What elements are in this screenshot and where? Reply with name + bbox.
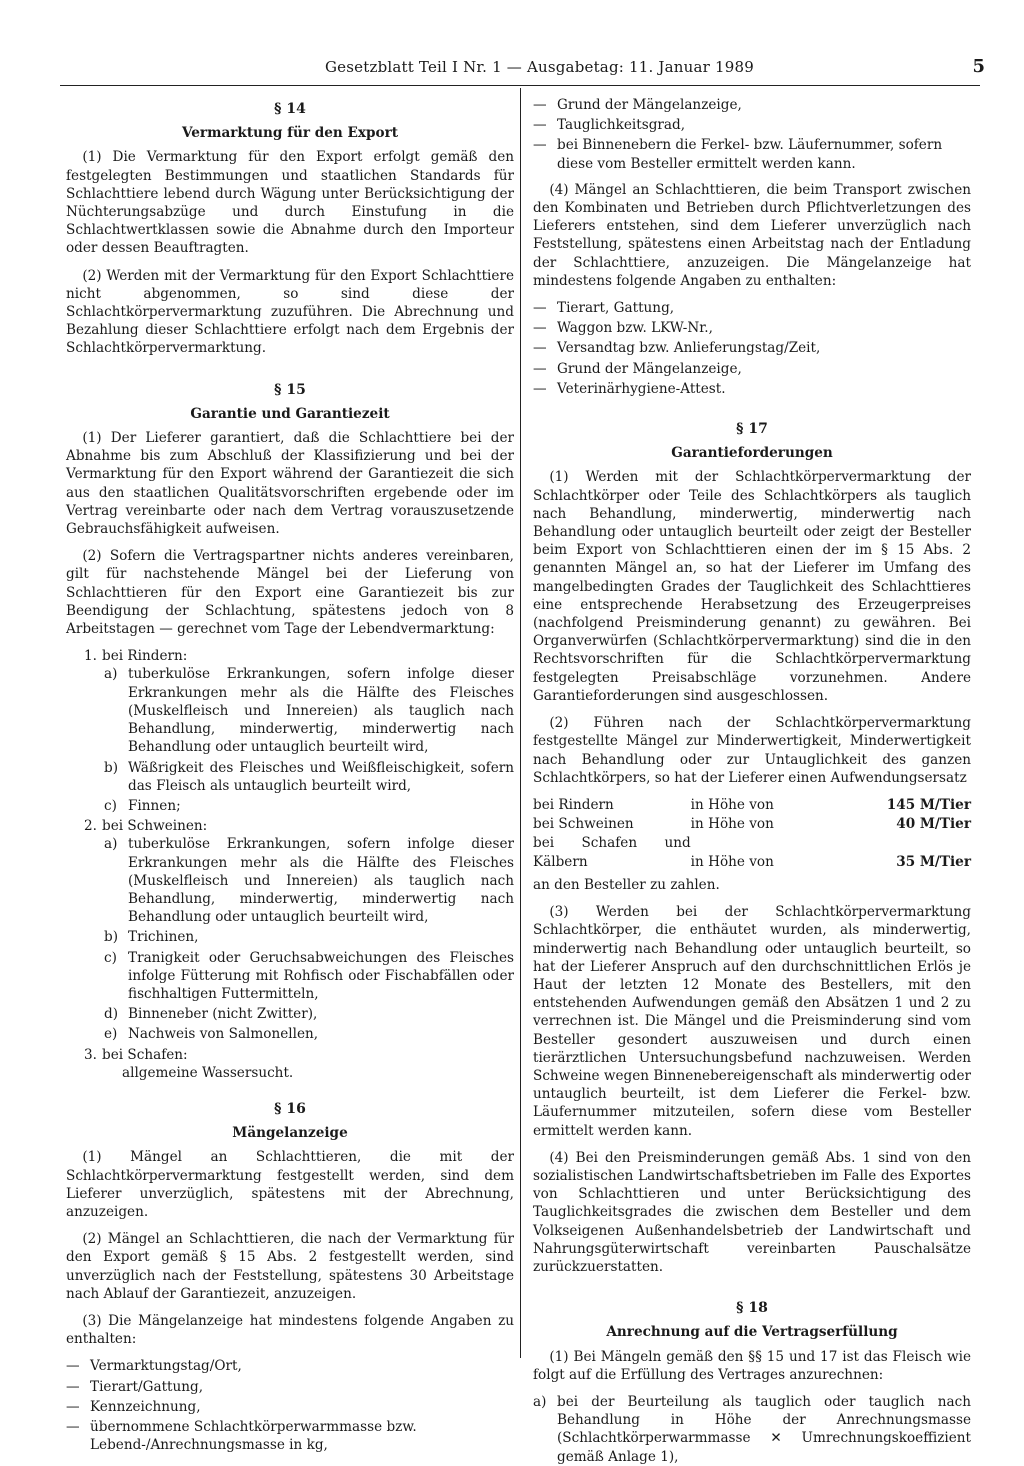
section-16-para-4: (4) Mängel an Schlachttieren, die beim Transport zwischen den Kombinaten und Betrieben durch Pflichtverletzungen des Lieferers entstehen, sind dem Lieferer unverzüglich nach Feststellung, spätestens einen Arbeitstag nach der Entladung der Schlachttiere, anzuzeigen. Die Mängelanzeige hat mindestens folgende Angaben zu enthalten: bbox=[533, 181, 971, 289]
header-rule bbox=[60, 85, 980, 86]
table-row bbox=[533, 815, 971, 834]
dash-text: Waggon bzw. LKW-Nr., bbox=[557, 320, 713, 337]
sub-text: tuberkulöse Erkrankungen, sofern infolge dieser Erkrankungen mehr als die Hälfte des Fleisches (Muskelfleisch und Innereien) als tauglich nach Behandlung, minderwertig, minderwertig nach Behandlung oder untauglich beurteilt wird, bbox=[128, 666, 514, 756]
dash-item: — Versandtag bzw. Anlieferungstag/Zeit, bbox=[533, 340, 821, 357]
section-15-number: § 15 bbox=[274, 381, 306, 398]
sub-marker: a) bbox=[533, 1393, 547, 1410]
dash-item: — Tierart, Gattung, bbox=[533, 300, 675, 317]
rate-animal: bei Schweinen bbox=[533, 815, 634, 832]
sub-item-18a bbox=[533, 1393, 971, 1466]
list-label: bei Schafen: bbox=[102, 1046, 188, 1063]
sub-text: Finnen; bbox=[128, 797, 181, 814]
dash-item: — bei Binnenebern die Ferkel- bzw. Läufernummer, sofern diese vom Besteller ermittelt werden kann. bbox=[533, 137, 943, 172]
sub-item-2a bbox=[66, 835, 514, 926]
dash-item: — Waggon bzw. LKW-Nr., bbox=[533, 320, 713, 337]
dash-text: Grund der Mängelanzeige, bbox=[557, 360, 742, 377]
section-15-para-1: (1) Der Lieferer garantiert, daß die Schlachttiere bei der Abnahme bis zum Abschluß der Klassifizierung und bei der Vermarktung für den Export während der Garantiezeit die sich aus den staatlichen Qualitätsvorschriften ergebende oder im Vertrag vereinbarte oder nach dem Vertrag vorauszusetzende Gebrauchsfähigkeit aufweisen. bbox=[66, 430, 514, 538]
dash-item: — Tierart/Gattung, bbox=[66, 1378, 204, 1395]
dash-text: übernommene Schlachtkörperwarmmasse bzw. Lebend-/Anrechnungsmasse in kg, bbox=[90, 1419, 417, 1454]
rate-amount: 145 M/Tier bbox=[886, 796, 971, 813]
sub-item-1b bbox=[66, 759, 514, 795]
section-17-para-1: (1) Werden mit der Schlachtkörpervermarktung der Schlachtkörper oder Teile des Schlachtkörpers als tauglich nach Behandlung, minderwertig, minderwertig nach Behandlung oder untauglich beurteilt oder zeigt der Besteller beim Export von Schlachttieren einen der im § 15 Abs. 2 genannten Mängel an, so hat der Lieferer im Umfang des mangelbedingten Grades der Tauglichkeit des Schlachttieres eine entsprechende Herabsetzung des Erzeugerpreises (nachfolgend Preisminderung genannt) zu gewähren. Bei Organverwürfen (Schlachtkörpervermarktung) sind die in den Rechtsvorschriften für die Schlachtkörpervermarktung festgelegten Preisabschläge vorzunehmen. Andere Garantieforderungen sind ausgeschlossen. bbox=[533, 469, 971, 704]
section-14-para-1: (1) Die Vermarktung für den Export erfolgt gemäß den festgelegten Bestimmungen und staatlichen Standards für Schlachttiere lebend durch Wägung unter Berücksichtigung der Nüchterungsabzüge und durch Einstufung in die Schlachtwertklassen sowie die Abnahme durch den Importeur oder dessen Beauftragten. bbox=[66, 149, 514, 257]
sub-text: Trichinen, bbox=[128, 929, 199, 946]
dash-text: Kennzeichnung, bbox=[90, 1398, 201, 1415]
section-16-para-1: (1) Mängel an Schlachttieren, die mit der Schlachtkörpervermarktung festgestellt werden, sind dem Lieferer unverzüglich, spätestens mit der Abrechnung, anzuzeigen. bbox=[66, 1149, 514, 1220]
section-18-title: Anrechnung auf die Vertragserfüllung bbox=[606, 1324, 898, 1341]
sub-text: Nachweis von Salmonellen, bbox=[128, 1026, 319, 1043]
compensation-rates-table bbox=[533, 796, 971, 872]
section-14-para-2: (2) Werden mit der Vermarktung für den Export Schlachttiere nicht abgenommen, so sind diese der Schlachtkörpervermarktung zuzuführen. Die Abrechnung und Bezahlung dieser Schlachttiere erfolgt nach dem Ergebnis der Schlachtkörpervermarktung. bbox=[66, 267, 514, 357]
sub-item-1a bbox=[66, 665, 514, 756]
list-marker: 1. bbox=[84, 648, 97, 665]
sub-marker: d) bbox=[104, 1006, 119, 1023]
list-label: bei Rindern: bbox=[102, 648, 188, 665]
rate-basis: in Höhe von bbox=[690, 853, 774, 870]
section-17-number: § 17 bbox=[736, 421, 768, 438]
left-column bbox=[66, 96, 514, 1454]
section-14-number: § 14 bbox=[274, 101, 306, 117]
sub-marker: c) bbox=[104, 797, 117, 814]
sub-text: Wäßrigkeit des Fleisches und Weißfleischigkeit, sofern das Fleisch als untauglich beurteilt wird, bbox=[128, 759, 514, 794]
dash-item: — Vermarktungstag/Ort, bbox=[66, 1358, 242, 1375]
page-header bbox=[325, 58, 985, 82]
section-18-number: § 18 bbox=[736, 1300, 768, 1317]
rate-amount: 40 M/Tier bbox=[896, 815, 971, 832]
dash-text: Vermarktungstag/Ort, bbox=[90, 1358, 242, 1375]
sub-marker: c) bbox=[104, 949, 117, 966]
table-row bbox=[533, 796, 971, 815]
section-16-title: Mängelanzeige bbox=[232, 1125, 348, 1142]
rate-basis: in Höhe von bbox=[690, 815, 774, 832]
list-item-cattle bbox=[66, 647, 514, 665]
sub-item-2e bbox=[66, 1025, 514, 1043]
sub-text: Binneneber (nicht Zwitter), bbox=[128, 1006, 318, 1023]
section-16-para-2: (2) Mängel an Schlachttieren, die nach der Vermarktung für den Export gemäß § 15 Abs. 2 festgestellt werden, sind unverzüglich nach der Feststellung, spätestens 30 Arbeitstage nach Ablauf der Garantiezeit, anzuzeigen. bbox=[66, 1231, 514, 1302]
section-18-para-1: (1) Bei Mängeln gemäß den §§ 15 und 17 ist das Fleisch wie folgt auf die Erfüllung des Vertrages anzurechnen: bbox=[533, 1348, 971, 1383]
section-16-para-3: (3) Die Mängelanzeige hat mindestens folgende Angaben zu enthalten: bbox=[66, 1312, 514, 1348]
dash-text: Tauglichkeitsgrad, bbox=[557, 117, 686, 134]
list-marker: 3. bbox=[84, 1046, 97, 1063]
section-15-title: Garantie und Garantiezeit bbox=[190, 405, 390, 422]
section-17-para-4: (4) Bei den Preisminderungen gemäß Abs. 1 sind von den sozialistischen Landwirtschaftsbetrieben im Falle des Exportes von Schlachttieren und unter Berücksichtigung des Tauglichkeitsgrades die zwischen dem Besteller und dem Volkseigenen Außenhandelsbetrieb der Landwirtschaft und Nahrungsgüterwirtschaft vereinbarten Pauschalsätze zurückzuerstatten. bbox=[533, 1149, 971, 1275]
list-marker: 2. bbox=[84, 818, 97, 835]
dash-item: — Grund der Mängelanzeige, bbox=[533, 97, 742, 113]
sub-item-1c bbox=[66, 797, 514, 815]
section-17-para-2-end: an den Besteller zu zahlen. bbox=[533, 876, 720, 893]
dash-text: Grund der Mängelanzeige, bbox=[557, 97, 742, 113]
sub-marker: b) bbox=[104, 929, 119, 946]
rate-animal: bei Rindern bbox=[533, 796, 614, 813]
sub-item-2d bbox=[66, 1005, 514, 1023]
sheep-defect-text: allgemeine Wassersucht. bbox=[122, 1064, 294, 1081]
rate-basis: in Höhe von bbox=[690, 796, 774, 813]
sub-text: bei der Beurteilung als tauglich oder tauglich nach Behandlung in Höhe der Anrechnungsmasse (Schlachtkörperwarmmasse ✕ Umrechnungskoeffizient gemäß Anlage 1), bbox=[557, 1393, 971, 1465]
list-item-sheep bbox=[66, 1046, 514, 1064]
list-label: bei Schweinen: bbox=[102, 818, 208, 835]
column-divider bbox=[520, 88, 521, 1358]
sub-marker: e) bbox=[104, 1026, 118, 1043]
running-title: Gesetzblatt Teil I Nr. 1 — Ausgabetag: 11. Januar 1989 bbox=[325, 58, 754, 76]
section-17-para-3: (3) Werden bei der Schlachtkörpervermarktung Schlachtkörper, die enthäutet wurden, als minderwertig, minderwertig nach Behandlung oder untauglich beurteilt, so hat der Lieferer Anspruch auf den durchschnittlichen Erlös je Haut der letzten 12 Monate des Bestellers, mit den entstehenden Aufwendungen gemäß den Absätzen 1 und 2 zu verrechnen ist. Die Mängel und die Preisminderung sind vom Besteller gesondert auszuweisen und durch einen tierärztlichen Untersuchungsbefund nachzuweisen. Werden Schweine wegen Binnenebereigenschaft als minderwertig oder untauglich beurteilt, ist dem Lieferer die Ferkel- bzw. Läufernummer mitzuteilen, sofern diese vom Besteller ermittelt werden kann. bbox=[533, 904, 971, 1139]
section-14-title: Vermarktung für den Export bbox=[181, 125, 399, 142]
section-15-para-2: (2) Sofern die Vertragspartner nichts anderes vereinbaren, gilt für nachstehende Mängel bei der Lieferung von Schlachttieren für den Export eine Garantiezeit bis zur Beendigung der Schlachtung, spätestens jedoch von 8 Arbeitstagen — gerechnet vom Tage der Lebendvermarktung: bbox=[66, 548, 514, 638]
dash-text: Veterinärhygiene-Attest. bbox=[557, 380, 726, 397]
dash-item: — Tauglichkeitsgrad, bbox=[533, 117, 686, 134]
sub-marker: a) bbox=[104, 836, 118, 853]
rate-amount: 35 M/Tier bbox=[896, 853, 971, 870]
dash-item: — übernommene Schlachtkörperwarmmasse bzw. Lebend-/Anrechnungsmasse in kg, bbox=[66, 1419, 417, 1454]
table-row bbox=[533, 834, 971, 872]
sub-item-2b bbox=[66, 928, 514, 946]
dash-item: — Kennzeichnung, bbox=[66, 1398, 201, 1415]
list-item-pigs bbox=[66, 817, 514, 835]
sub-marker: b) bbox=[104, 759, 119, 776]
section-17-para-2: (2) Führen nach der Schlachtkörpervermarktung festgestellte Mängel zur Minderwertigkeit, Minderwertigkeit nach Behandlung oder zur Untauglichkeit des ganzen Schlachtkörpers, so hat der Lieferer einen Aufwendungsersatz bbox=[533, 715, 971, 786]
sub-item-2c bbox=[66, 949, 514, 1004]
sub-text: tuberkulöse Erkrankungen, sofern infolge dieser Erkrankungen mehr als die Hälfte des Fleisches (Muskelfleisch und Innereien) als tauglich nach Behandlung, minderwertig, minderwertig nach Behandlung oder untauglich beurteilt wird, bbox=[128, 836, 514, 926]
sub-marker: a) bbox=[104, 666, 118, 683]
page-number: 5 bbox=[972, 56, 985, 77]
dash-text: Tierart/Gattung, bbox=[90, 1378, 204, 1395]
dash-text: Tierart, Gattung, bbox=[557, 300, 675, 317]
right-column bbox=[533, 96, 971, 1465]
section-16-number: § 16 bbox=[274, 1100, 306, 1117]
dash-item: — Veterinärhygiene-Attest. bbox=[533, 380, 726, 397]
rate-animal: bei Schafen und Kälbern bbox=[533, 834, 691, 870]
dash-text: Versandtag bzw. Anlieferungstag/Zeit, bbox=[557, 340, 821, 357]
dash-text: bei Binnenebern die Ferkel- bzw. Läufernummer, sofern diese vom Besteller ermittelt werden kann. bbox=[557, 137, 943, 172]
sub-text: Tranigkeit oder Geruchsabweichungen des Fleisches infolge Fütterung mit Rohfisch oder Fischabfällen oder fischhaltigen Futtermitteln, bbox=[128, 949, 514, 1002]
dash-item: — Grund der Mängelanzeige, bbox=[533, 360, 742, 377]
section-17-title: Garantieforderungen bbox=[671, 445, 833, 462]
